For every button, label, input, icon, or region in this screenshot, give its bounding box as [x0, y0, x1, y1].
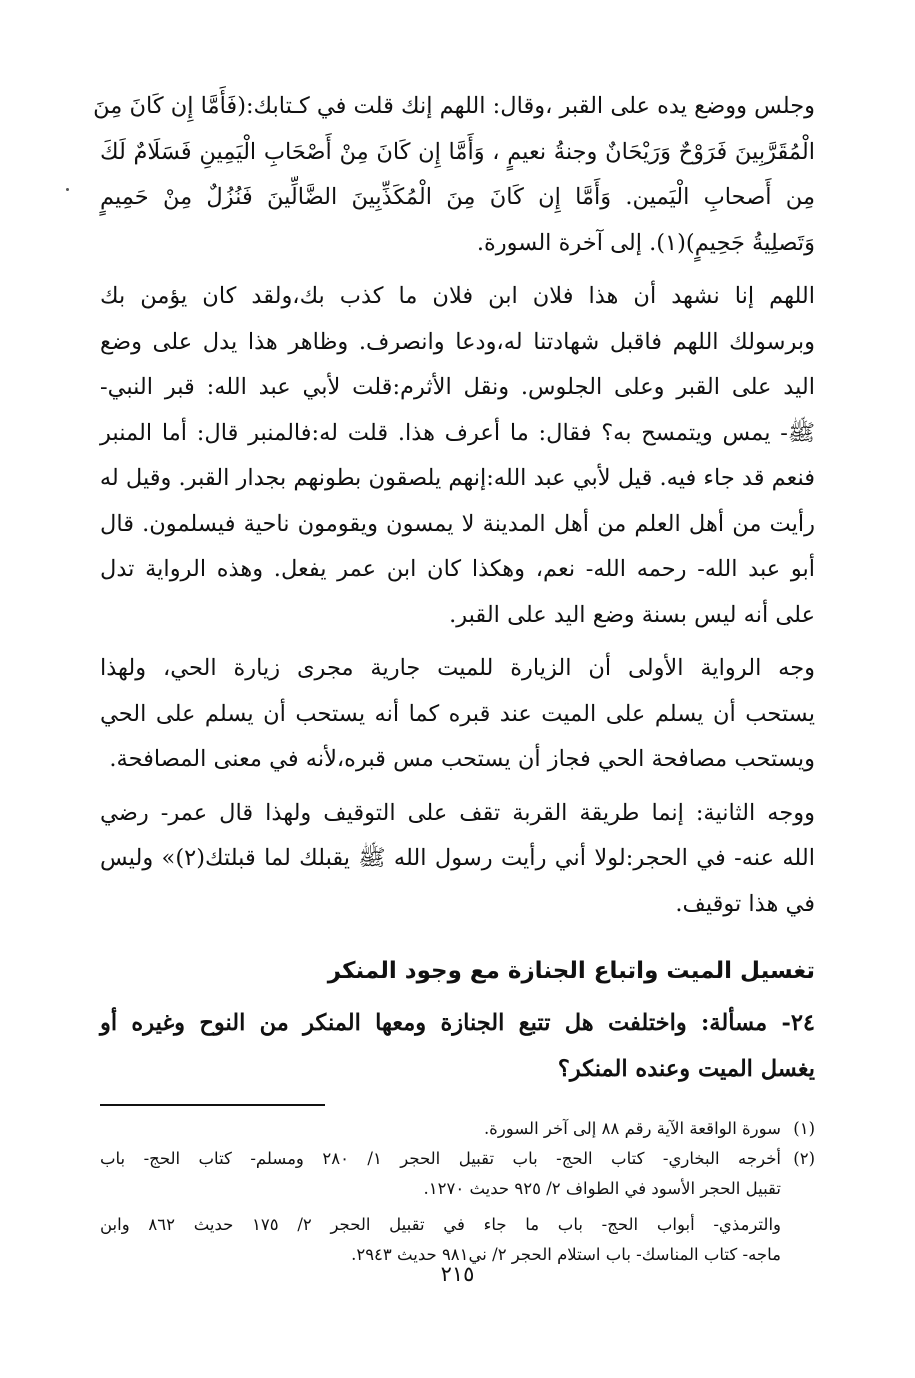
text-line: وَتَصلِيةُ جَحِيمٍ)(١). إلى آخرة السورة. — [476, 229, 815, 256]
footnote-rule-wrap — [100, 1100, 815, 1114]
text-line: يغسل الميت وعنده المنكر؟ — [557, 1055, 815, 1082]
footnote-line: أخرجه البخاري- كتاب الحج- باب تقبيل الحجر ١/ ٢٨٠ ومسلم- كتاب الحج- باب — [100, 1149, 781, 1168]
text-line: ووجه الثانية: إنما طريقة القربة تقف على التوقيف ولهذا قال عمر- رضي — [100, 799, 815, 826]
footnote-line: تقبيل الحجر الأسود في الطواف ٢/ ٩٢٥ حديث ١٢٧٠. — [423, 1179, 781, 1198]
footnote-line: والترمذي- أبواب الحج- باب ما جاء في تقبيل الحجر ٢/ ١٧٥ حديث ٨٦٢ وابن — [100, 1215, 781, 1234]
section-heading: تغسيل الميت واتباع الجنازة مع وجود المنكر — [327, 958, 815, 984]
text-line: فنعم قد جاء فيه. قيل لأبي عبد الله:إنهم يلصقون بطونهم بجدار القبر. وقيل له — [99, 465, 815, 491]
text-line: يستحب أن يسلم على الميت عند قبره كما أنه يستحب أن يسلم على الحي — [100, 700, 815, 727]
footnote-1 — [100, 1114, 815, 1144]
text-line: الله عنه- في الحجر:لولا أني رأيت رسول الله ﷺ يقبلك لما قبلتك(٢)» وليس — [100, 845, 815, 871]
page-body — [93, 84, 815, 1270]
stray-mark — [66, 188, 69, 191]
footnote-body — [100, 1144, 781, 1204]
text-line: وبرسولك اللهم فاقبل شهادتنا له،ودعا وانصرف. وظاهر هذا يدل على وضع — [100, 328, 815, 355]
text-line: ويستحب مصافحة الحي فجاز أن يستحب مس قبره،لأنه في معنى المصافحة. — [109, 746, 815, 772]
text-line: على أنه ليس بسنة وضع اليد على القبر. — [449, 601, 815, 628]
text-line: أبو عبد الله- رحمه الله- نعم، وهكذا كان ابن عمر يفعل. وهذه الرواية تدل — [100, 556, 815, 582]
page-number: ٢١٥ — [440, 1262, 475, 1286]
masala-paragraph — [100, 1001, 815, 1092]
paragraph-4 — [100, 791, 815, 928]
text-line: مِن أَصحابِ الْيَمين. وَأَمَّا إِن كَانَ مِنَ الْمُكَذِّبِينَ الضَّالِّينَ فَنُزُلٌ مِنْ حَمِيمٍ — [100, 184, 815, 210]
paragraph-2 — [100, 274, 815, 638]
text-line: وجلس ووضع يده على القبر ،وقال: اللهم إنك قلت في كـتابك:(فَأَمَّا إِن كَانَ مِنَ — [93, 93, 815, 119]
text-line: ٢٤- مسألة: واختلفت هل تتبع الجنازة ومعها المنكر من النوح وغيره أو — [100, 1010, 815, 1036]
footnote-2 — [100, 1144, 815, 1204]
text-line: الْمُقَرَّبِينَ فَرَوْحٌ وَرَيْحَانٌ وجنةُ نعيمٍ ، وَأَمَّا إِن كَانَ مِنْ أَصْحَابِ الْيَمِينِ فَسَلَامٌ لَكَ — [100, 138, 815, 165]
paragraph-3 — [100, 646, 815, 783]
footnote-line: ماجه- كتاب المناسك- باب استلام الحجر ٢/ ني٩٨١ حديث ٢٩٤٣. — [351, 1245, 781, 1264]
text-line: رأيت من أهل العلم من أهل المدينة لا يمسون ويقومون ناحية فيسلمون. قال — [100, 510, 815, 537]
footnote-continuation — [100, 1210, 815, 1270]
footnote-rule — [100, 1104, 325, 1106]
text-line: اليد على القبر وعلى الجلوس. ونقل الأثرم:قلت لأبي عبد الله: قبر النبي- — [100, 374, 815, 400]
footnote-number: (١) — [793, 1119, 815, 1138]
footnote-line: سورة الواقعة الآية رقم ٨٨ إلى آخر السورة. — [483, 1119, 781, 1138]
text-line: في هذا توقيف. — [675, 890, 815, 917]
text-line: اللهم إنا نشهد أن هذا فلان ابن فلان ما كذب بك،ولقد كان يؤمن بك — [100, 283, 815, 309]
text-line: وجه الرواية الأولى أن الزيارة للميت جارية مجرى زيارة الحي، ولهذا — [100, 655, 815, 681]
footnote-body — [100, 1114, 781, 1144]
footnote-number: (٢) — [793, 1149, 815, 1168]
text-line: ﷺ- يمس ويتمسح به؟ فقال: ما أعرف هذا. قلت له:فالمنبر قال: أما المنبر — [100, 419, 815, 446]
paragraph-1 — [93, 84, 815, 266]
footnotes — [100, 1114, 815, 1270]
